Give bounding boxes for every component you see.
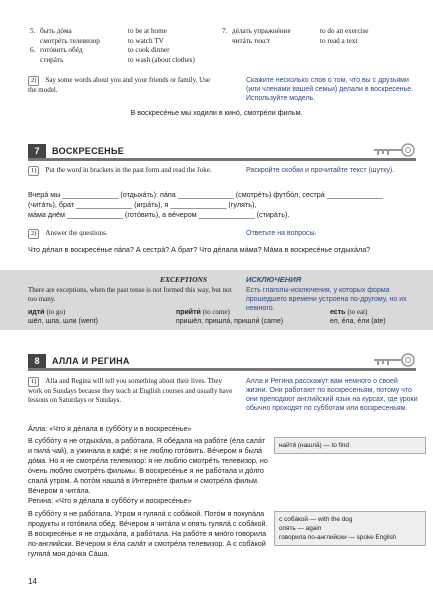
vocab-row: читáть текст to read a text xyxy=(232,36,358,45)
exceptions-title-ru: ИСКЛЮЧЕНИЯ xyxy=(246,275,302,284)
vocab-row: смотрéть телевизор to watch TV xyxy=(40,36,164,45)
task-instruction-ru: Скажите несколько слов о том, что вы с друзьями (или членами вашей семьи) делали в воскресенье. Используйте модель. xyxy=(246,77,414,102)
model-sentence: В воскресéнье мы ходили в кинó, смотрéли фильм. xyxy=(130,108,303,117)
task-instruction-en: Say some words about you and your friends or family. Use the model. xyxy=(28,76,211,94)
task-7-1-ru: Раскройте скобки и прочитайте текст (шутку). xyxy=(246,167,395,174)
alla-text: В суббóту я не отдыхáла, а рабóтала. Я обéдала на рабóте (éла салáт и пилá чай), а ужинала в кафé: я не люблю готóвить. Вéчером я былá дóма. Но я не смотрéла телевизор: я не люблю смотрéть телевизор, но óчень люблю смотрéть фильмы. В воскресéнье я не рабóтала и дóлго спалá утром. А потóм нашлá в Интернéте фильм и смотрéла фильм. Вéчером я читáла. xyxy=(28,436,268,495)
task-7-2-ru: Ответьте на вопросы. xyxy=(246,230,317,237)
task-7-2-en: 2) Answer the questions. xyxy=(28,229,218,239)
vocab-note: найти́ (нашла́) — to find xyxy=(274,437,426,454)
section-title: ВОСКРЕСЕНЬЕ xyxy=(52,146,125,156)
vocab-row: 6. готóвить обéд to cook dinner xyxy=(30,46,170,54)
section-number: 8 xyxy=(28,354,46,368)
exceptions-text-en: There are exceptions, when the past tense is not formed this way, but not too many. xyxy=(28,286,232,303)
vocab-row: стирáть to wash (about clothes) xyxy=(40,55,195,64)
exceptions-box xyxy=(0,270,433,330)
task-7-1-en: 1) Put the word in brackets in the past form and read the Joke. xyxy=(28,166,218,176)
section-header-8 xyxy=(28,354,416,371)
exceptions-text-ru: Есть глаголы-исключения, у которых форма прошедшего времени устроена по-другому, но их немного. xyxy=(246,287,407,312)
section-header-7 xyxy=(28,144,416,161)
exception-verb: есть (to eat) ел, éла, éли (ate) xyxy=(330,308,386,325)
exception-verb: прийти́ (to come) пришёл, пришла́, пришли́ (came) xyxy=(176,308,284,325)
exception-verb: идти́ (to go) шёл, шла, шли (went) xyxy=(28,308,98,325)
vocab-right xyxy=(222,27,369,46)
regina-heading: Регина: «Что я дéлала в суббóту и воскресéнье» xyxy=(28,496,192,505)
task-8-1-en: 1) Alla and Regina will tell you something about their lives. They work on Sundays because they teach at English courses and usually have lessons on Saturdays or Sundays. xyxy=(28,377,233,404)
key-icon xyxy=(372,352,416,373)
section-number: 7 xyxy=(28,144,46,158)
regina-text: В суббóту я не рабóтала. Утром я гулялá с собáкой. Потóм я покупáла продукты и готóвила обéд. Вéчером я читáла и опять гулялá с собáкой. В воскресéнье я не отдыхáла, а рабóтала. На рабóте я мнóго говорила по-английски. Вéчером я éла салáт и смотрéла телевизор. А с собáкой гулялá моя дóчка Сáша. xyxy=(28,509,268,558)
vocab-left xyxy=(30,27,195,65)
questions: Что дéлал в воскресéнье пáпа? А сестрá? А брат? Что дéлала мáма? Мáма в воскресéнье отдыхáла? xyxy=(28,245,371,254)
task-number: 2) xyxy=(28,76,39,86)
vocab-row: 7. дéлать упражнéние to do an exercise xyxy=(222,27,369,35)
task-8-1-ru: Алла и Регина расскажут вам немного о своей жизни. Они работают по воскресеньям, потому что они преподают английский язык на курсах, где уроки обычно проходят по субботам или воскресеньям. xyxy=(246,378,418,412)
exceptions-title-en: EXCEPTIONS xyxy=(160,275,208,284)
alla-heading: Áлла: «Что я дéлала в суббóту и в воскресéнье» xyxy=(28,424,192,433)
key-icon xyxy=(372,142,416,163)
joke-text: Вчерá мы ______________ (отдыхáть): пáпа ______________ (смотрéть) футбóл, сестрá ______________ (читáть), брат ______________ (игрáть), я ______________ (гулять), мáма днём ______________ (готóвить), а вéчером ______________ (стирáть). xyxy=(28,190,383,219)
vocab-note: с собáкой — with the dog опять — again говорила по-английски — spoke English xyxy=(274,511,426,546)
section-title: АЛЛА И РЕГИНА xyxy=(52,356,130,366)
vocab-row: 5. быть дóма to be at home xyxy=(30,27,167,35)
page-number: 14 xyxy=(28,577,37,586)
